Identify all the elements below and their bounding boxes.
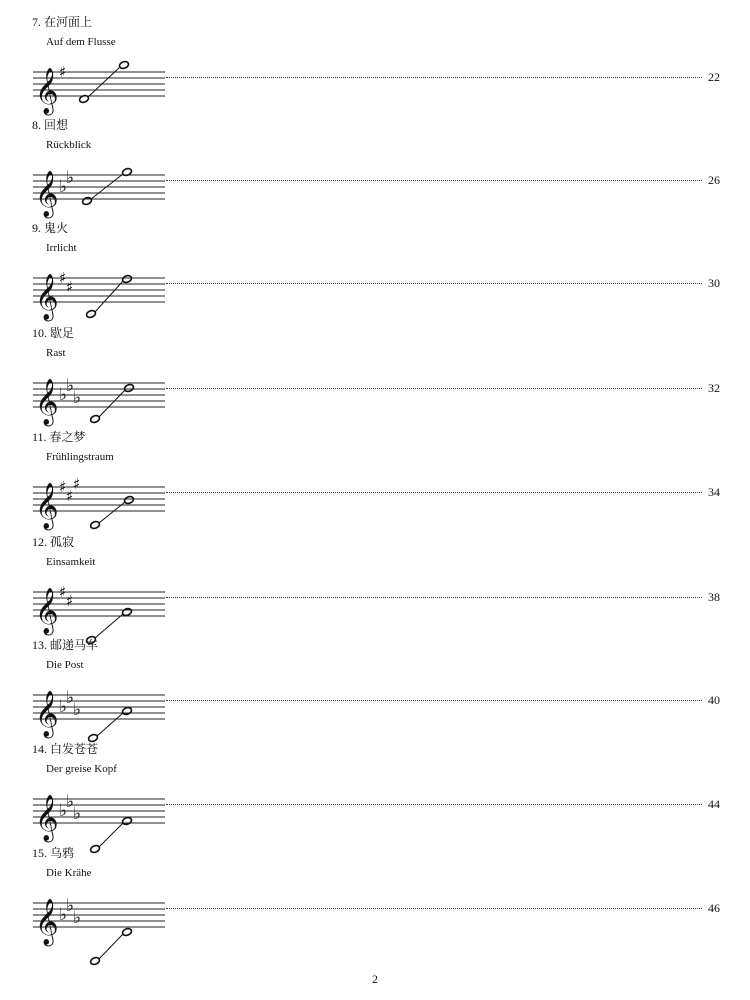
high-note-icon xyxy=(122,274,133,283)
range-line xyxy=(99,934,123,959)
treble-clef-icon: 𝄞 xyxy=(35,899,59,945)
entry-subtitle: Irrlicht xyxy=(46,242,77,254)
toc-entry[interactable] xyxy=(0,325,750,429)
flat-icon: ♭ xyxy=(66,168,75,188)
treble-clef-icon: 𝄞 xyxy=(35,795,59,841)
high-note-icon xyxy=(122,816,133,825)
music-incipit xyxy=(33,785,165,839)
music-incipit xyxy=(33,264,165,318)
high-note-icon xyxy=(124,383,135,392)
sharp-icon: ♯ xyxy=(66,278,74,296)
flat-icon: ♭ xyxy=(66,792,75,812)
dot-leader xyxy=(166,700,702,701)
entry-title: 15. 乌鸦 xyxy=(32,846,75,860)
entry-title: 10. 歇足 xyxy=(32,326,75,340)
range-line xyxy=(99,390,125,417)
entry-page-number: 22 xyxy=(708,70,720,84)
range-line xyxy=(95,281,123,312)
flat-icon: ♭ xyxy=(73,804,82,824)
flat-icon: ♭ xyxy=(59,697,68,717)
range-line xyxy=(95,614,123,638)
sharp-icon: ♯ xyxy=(59,63,67,81)
music-incipit xyxy=(33,369,165,423)
high-note-icon xyxy=(122,927,133,936)
entry-page-number: 26 xyxy=(708,173,720,187)
entry-subtitle: Rückblick xyxy=(46,139,92,151)
range-line xyxy=(91,174,123,199)
flat-icon: ♭ xyxy=(73,700,82,720)
toc-entry[interactable] xyxy=(0,845,750,949)
low-note-icon xyxy=(90,414,101,423)
entry-page-number: 38 xyxy=(708,590,720,604)
treble-clef-icon: 𝄞 xyxy=(35,483,59,529)
flat-icon: ♭ xyxy=(66,376,75,396)
music-incipit xyxy=(33,578,165,632)
flat-icon: ♭ xyxy=(73,908,82,928)
entry-page-number: 34 xyxy=(708,485,720,499)
treble-clef-icon: 𝄞 xyxy=(35,274,59,320)
music-incipit xyxy=(33,889,165,943)
entry-subtitle: Der greise Kopf xyxy=(46,763,117,775)
low-note-icon xyxy=(82,196,93,205)
entry-title: 12. 孤寂 xyxy=(32,535,75,549)
dot-leader xyxy=(166,388,702,389)
toc-entry[interactable] xyxy=(0,741,750,845)
low-note-icon xyxy=(86,309,97,318)
flat-icon: ♭ xyxy=(66,896,75,916)
treble-clef-icon: 𝄞 xyxy=(35,691,59,737)
sharp-icon: ♯ xyxy=(59,583,67,601)
toc-entry[interactable] xyxy=(0,534,750,638)
dot-leader xyxy=(166,283,702,284)
entry-page-number: 46 xyxy=(708,901,720,915)
page-footer-number: 2 xyxy=(372,972,378,986)
entry-subtitle: Einsamkeit xyxy=(46,556,96,568)
flat-icon: ♭ xyxy=(59,385,68,405)
high-note-icon xyxy=(119,60,130,69)
sharp-icon: ♯ xyxy=(59,269,67,287)
entry-subtitle: Auf dem Flusse xyxy=(46,36,116,48)
dot-leader xyxy=(166,804,702,805)
treble-clef-icon: 𝄞 xyxy=(35,68,59,114)
entry-subtitle: Frühlingstraum xyxy=(46,451,114,463)
sharp-icon: ♯ xyxy=(73,475,81,493)
music-incipit xyxy=(33,681,165,735)
entry-title: 13. 邮递马车 xyxy=(32,638,99,652)
toc-entry[interactable] xyxy=(0,637,750,741)
range-line xyxy=(88,67,120,97)
toc-entry[interactable] xyxy=(0,220,750,324)
sharp-icon: ♯ xyxy=(66,592,74,610)
dot-leader xyxy=(166,597,702,598)
entry-subtitle: Rast xyxy=(46,347,66,359)
entry-title: 9. 鬼火 xyxy=(32,221,69,235)
entry-title: 11. 春之梦 xyxy=(32,430,86,444)
treble-clef-icon: 𝄞 xyxy=(35,588,59,634)
high-note-icon xyxy=(122,706,133,715)
music-incipit xyxy=(33,161,165,215)
entry-title: 7. 在河面上 xyxy=(32,15,93,29)
treble-clef-icon: 𝄞 xyxy=(35,171,59,217)
dot-leader xyxy=(166,908,702,909)
toc-entry[interactable] xyxy=(0,14,750,118)
entry-page-number: 32 xyxy=(708,381,720,395)
flat-icon: ♭ xyxy=(66,688,75,708)
entry-page-number: 44 xyxy=(708,797,720,811)
range-line xyxy=(99,823,123,847)
low-note-icon xyxy=(90,520,101,529)
entry-title: 8. 回想 xyxy=(32,118,69,132)
flat-icon: ♭ xyxy=(73,388,82,408)
music-incipit xyxy=(33,58,165,112)
dot-leader xyxy=(166,180,702,181)
flat-icon: ♭ xyxy=(59,905,68,925)
high-note-icon xyxy=(124,495,135,504)
dot-leader xyxy=(166,492,702,493)
flat-icon: ♭ xyxy=(59,177,68,197)
toc-entry[interactable] xyxy=(0,429,750,533)
range-line xyxy=(97,713,123,736)
dot-leader xyxy=(166,77,702,78)
toc-entry[interactable] xyxy=(0,117,750,221)
music-incipit xyxy=(33,473,165,527)
entry-subtitle: Die Post xyxy=(46,659,84,671)
sharp-icon: ♯ xyxy=(66,487,74,505)
entry-subtitle: Die Krähe xyxy=(46,867,92,879)
entry-title: 14. 白发苍苍 xyxy=(32,742,99,756)
high-note-icon xyxy=(122,607,133,616)
sharp-icon: ♯ xyxy=(59,478,67,496)
entry-page-number: 40 xyxy=(708,693,720,707)
entry-page-number: 30 xyxy=(708,276,720,290)
low-note-icon xyxy=(90,956,101,965)
flat-icon: ♭ xyxy=(59,801,68,821)
treble-clef-icon: 𝄞 xyxy=(35,379,59,425)
